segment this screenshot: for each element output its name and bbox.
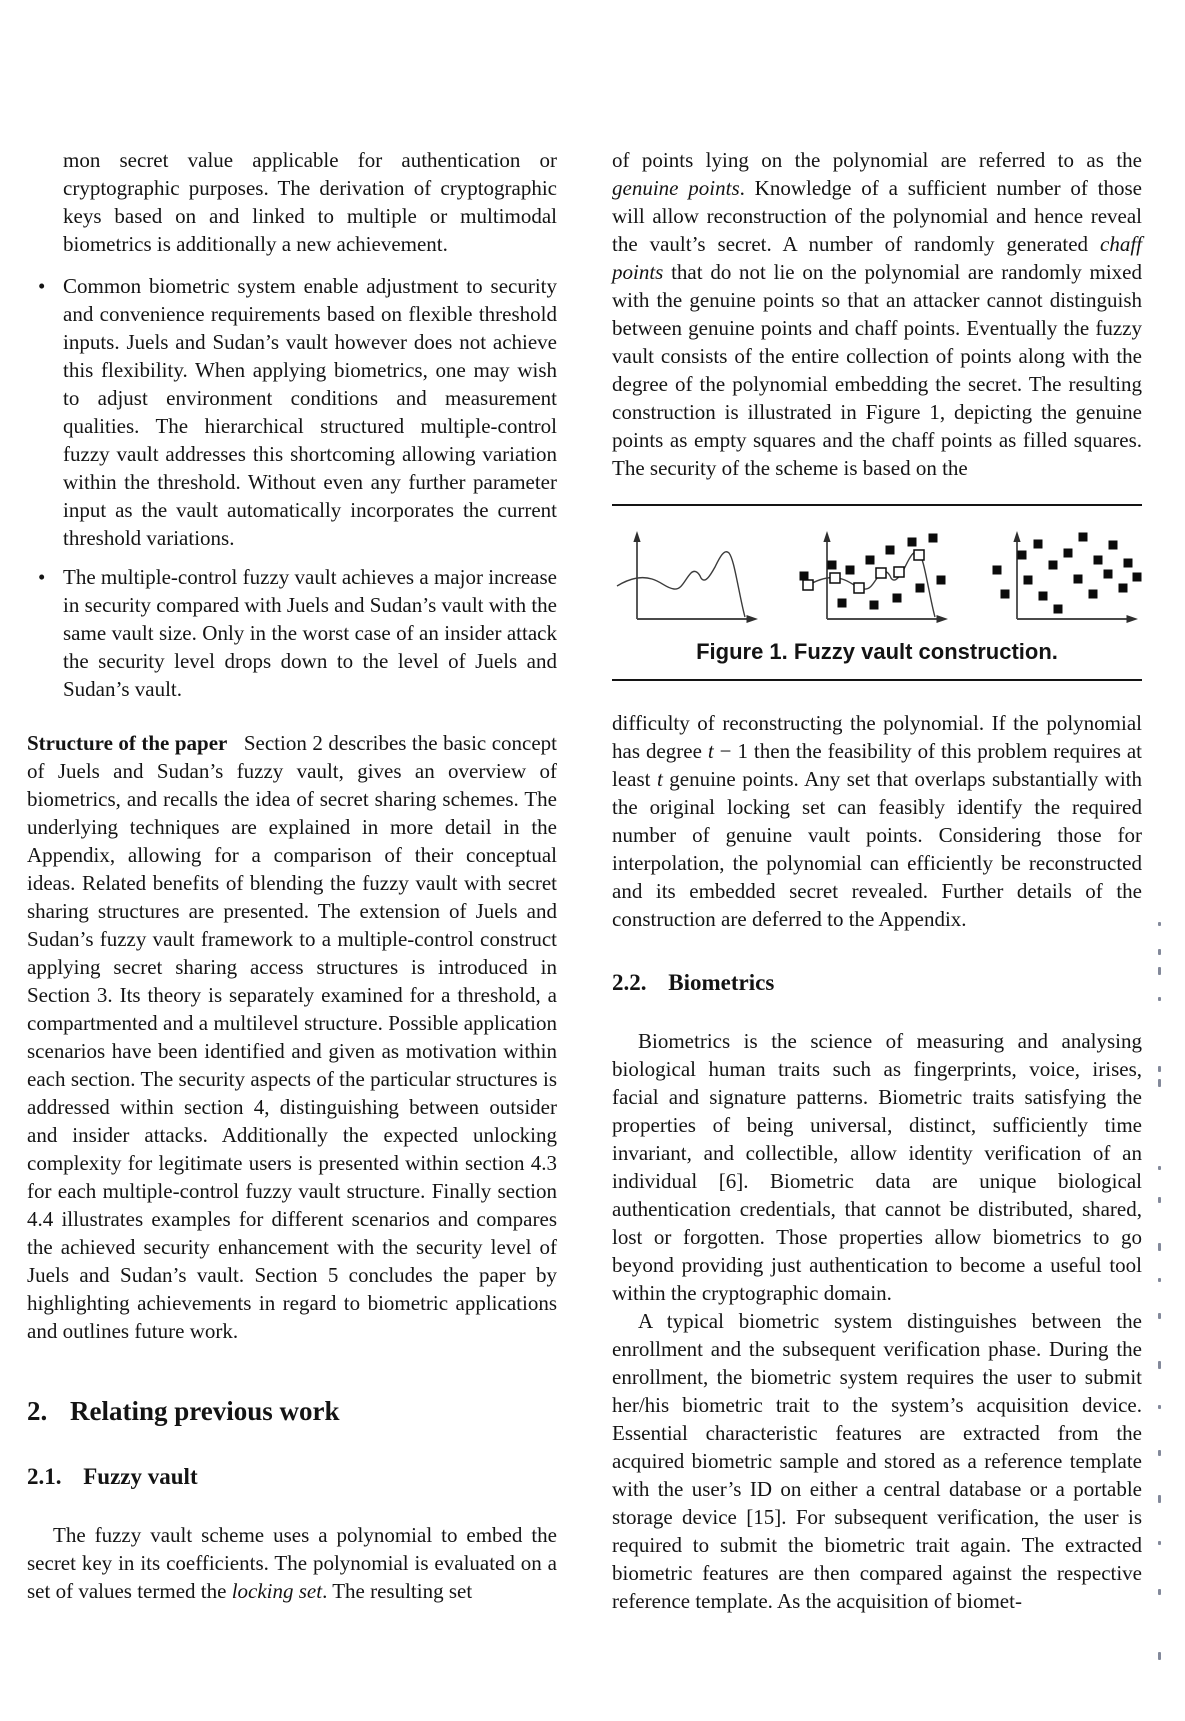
continued-paragraph-text: mon secret value applicable for authentication or cryptographic purposes. The derivation of cryptographic keys based on and linked to multiple or multimodal biometrics is additionally a new achievement. bbox=[63, 148, 557, 256]
edge-mark bbox=[1158, 949, 1161, 955]
edge-mark bbox=[1158, 1589, 1161, 1595]
math-t: t bbox=[707, 739, 714, 763]
difficulty-paragraph bbox=[612, 709, 1142, 933]
edge-mark bbox=[1158, 1197, 1161, 1203]
biometrics-paragraph-2 bbox=[612, 1307, 1142, 1615]
left-column bbox=[27, 146, 557, 1615]
paragraph-text: that do not lie on the polynomial are randomly mixed with the genuine points so that an attacker cannot distinguish between genuine points and chaff points. Eventually the fuzzy vault consists of the entire collection of points along with the degree of the polynomial embedding the secret. The resulting construction is illustrated in Figure 1, depicting the genuine points as empty squares and the chaff points as filled squares. The security of the scheme is based on the bbox=[612, 260, 1142, 480]
paragraph-text: A typical biometric system distinguishes between the enrollment and the subsequent verification phase. During the enrollment, the biometric system requires the user to submit her/his biometric trait to the system’s acquisition device. Essential characteristic features are extracted from the acquired biometric sample and stored as a reference template with the user’s ID on either a central database or a portable storage device [15]. For subsequent verification, the user is required to submit the biometric trait again. The extracted biometric features are then compared against the respective reference template. As the acquisition of biomet- bbox=[612, 1309, 1142, 1613]
bullet-item-threshold bbox=[27, 272, 557, 552]
bullet-item-security bbox=[27, 563, 557, 703]
subsection-heading-biometrics bbox=[612, 969, 1142, 997]
edge-mark bbox=[1158, 967, 1161, 975]
edge-mark bbox=[1158, 1495, 1161, 1503]
bullet-item-text: The multiple-control fuzzy vault achieves a major increase in security compared with Juels and Sudan’s vault with the same vault size. Only in the worst case of an insider attack the security level drops down to the level of Juels and Sudan’s vault. bbox=[63, 565, 557, 701]
subsection-number: 2.2. bbox=[612, 970, 647, 995]
edge-mark bbox=[1158, 1361, 1161, 1369]
subsection-title: Biometrics bbox=[668, 970, 775, 995]
bullet-icon: • bbox=[38, 565, 46, 589]
subsection-heading-fuzzy-vault bbox=[27, 1463, 557, 1491]
edge-mark bbox=[1158, 1066, 1161, 1072]
chaff-points-term: chaff points bbox=[612, 232, 1142, 284]
subsection-number: 2.1. bbox=[27, 1464, 62, 1489]
right-column bbox=[612, 146, 1142, 1615]
edge-mark bbox=[1158, 922, 1161, 926]
locking-set-term: locking set bbox=[231, 1579, 323, 1603]
paragraph-text: difficulty of reconstructing the polynomial. If the polynomial has degree bbox=[612, 711, 1142, 763]
structure-of-paper-label: Structure of the paper bbox=[27, 731, 228, 755]
bullet-icon: • bbox=[38, 274, 46, 298]
bullet-list bbox=[27, 272, 557, 703]
structure-of-paper-paragraph bbox=[27, 729, 557, 1345]
continued-paragraph bbox=[63, 146, 557, 258]
biometrics-paragraph-1 bbox=[612, 1027, 1142, 1307]
edge-mark bbox=[1158, 1278, 1161, 1282]
paragraph-text: − 1 then the feasibility of this problem requires at least bbox=[612, 739, 1142, 791]
bullet-item-text: Common biometric system enable adjustment to security and convenience requirements based on flexible threshold inputs. Juels and Sudan’s vault however does not achieve this flexibility. When applying biometrics, one may wish to adjust environment conditions and measurement qualities. The hierarchical structured multiple-control fuzzy vault addresses this shortcoming allowing variation within the threshold. Without even any further parameter input as the vault automatically incorporates the current threshold variations. bbox=[63, 274, 557, 550]
edge-mark bbox=[1158, 1405, 1161, 1409]
structure-of-paper-text: Section 2 describes the basic concept of Juels and Sudan’s fuzzy vault, gives an overview of biometrics, and recalls the idea of secret sharing schemes. The underlying techniques are explained in more detail in the Appendix, allowing for a comparison of their conceptual ideas. Related benefits of blending the fuzzy vault with secret sharing structures are presented. The extension of Juels and Sudan’s fuzzy vault framework to a multiple-control construct applying secret sharing access structures is introduced in Section 3. Its theory is separately examined for a threshold, a compartmented and a multilevel structure. Possible application scenarios have been identified and given as motivation within each section. The security aspects of the particular structures is addressed within section 4, distinguishing between outsider and insider attacks. Additionally the expected unlocking complexity for legitimate users is presented within section 4.3 for each multiple-control fuzzy vault structure. Finally section 4.4 illustrates examples for different scenarios and compares the achieved security enhancement with the security level of Juels and Sudan’s vault. Section 5 concludes the paper by highlighting achievements in regard to biometric applications and outlines future work. bbox=[27, 731, 557, 1343]
section-number: 2. bbox=[27, 1396, 48, 1426]
section-title: Relating previous work bbox=[70, 1396, 340, 1426]
edge-mark bbox=[1158, 1243, 1161, 1251]
math-t: t bbox=[656, 767, 663, 791]
edge-mark bbox=[1158, 1541, 1161, 1545]
figure1-graphic bbox=[612, 524, 1142, 629]
subsection-title: Fuzzy vault bbox=[83, 1464, 198, 1489]
edge-mark bbox=[1158, 1450, 1161, 1456]
paragraph-text: genuine points. Any set that overlaps substantially with the original locking set can feasibly identify the required number of genuine vault points. Considering those for interpolation, the polynomial can efficiently be reconstructed and its embedded secret revealed. Further details of the construction are deferred to the Appendix. bbox=[612, 767, 1143, 931]
fuzzy-vault-text-end: . The resulting set bbox=[322, 1579, 473, 1603]
edge-mark bbox=[1158, 1166, 1161, 1170]
edge-mark bbox=[1158, 997, 1161, 1001]
fuzzy-vault-text: The fuzzy vault scheme uses a polynomial to embed the secret key in its coefficients. The polynomial is evaluated on a set of values termed the bbox=[27, 1523, 557, 1603]
genuine-points-paragraph bbox=[612, 146, 1142, 482]
section-heading-relating-previous-work bbox=[27, 1395, 557, 1427]
paragraph-text: of points lying on the polynomial are referred to as the bbox=[612, 148, 1142, 172]
figure-1 bbox=[612, 504, 1142, 681]
edge-mark bbox=[1158, 1652, 1161, 1660]
genuine-points-term: genuine points bbox=[612, 176, 740, 200]
edge-mark bbox=[1158, 1313, 1161, 1319]
paragraph-text: . Knowledge of a sufficient number of those will allow reconstruction of the polynomial and hence reveal the vault’s secret. A number of randomly generated bbox=[612, 176, 1142, 256]
figure1-caption: Figure 1. Fuzzy vault construction. bbox=[696, 639, 1058, 664]
fuzzy-vault-paragraph bbox=[27, 1521, 557, 1605]
paper-page-body bbox=[27, 146, 1142, 1615]
edge-mark bbox=[1158, 1079, 1161, 1087]
paragraph-text: Biometrics is the science of measuring and analysing biological human traits such as fingerprints, voice, irises, facial and signature patterns. Biometric traits satisfying the properties of being universal, distinct, sufficiently time invariant, and collectible, allow identity verification of an individual [6]. Biometric data are unique biological authentication credentials, that cannot be distributed, shared, lost or forgotten. Those properties allow biometrics to go beyond providing just authentication to become a useful tool within the cryptographic domain. bbox=[612, 1029, 1142, 1305]
